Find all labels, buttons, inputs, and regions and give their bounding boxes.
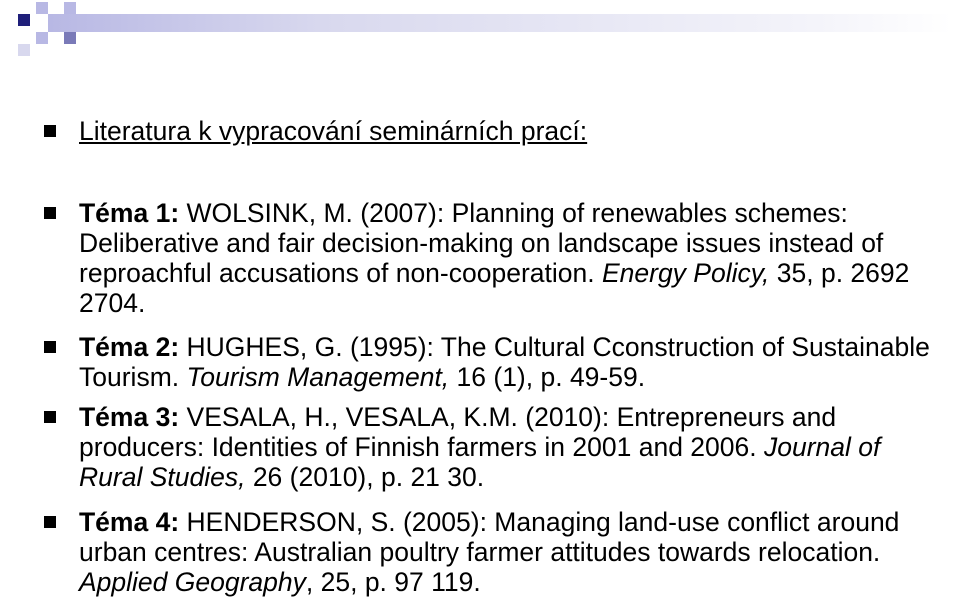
reference-text (79, 198, 949, 318)
citation-tail: 35, p. 2692 2704. (79, 258, 910, 318)
journal-name: Energy Policy, (601, 258, 770, 288)
citation: VESALA, H., VESALA, K.M. (2010): Entrepreneurs and producers: Identities of Finnish farmers in 2001 and 2006. (79, 402, 837, 462)
bullet-square-icon (44, 207, 56, 219)
page-title: Literatura k vypracování seminárních prací: (79, 116, 588, 146)
header-gradient-bar (48, 14, 952, 32)
deco-square-light (36, 32, 48, 44)
citation-tail: 26 (2010), p. 21 30. (245, 462, 485, 492)
bullet-square-icon (44, 125, 56, 137)
deco-square-faint (18, 44, 30, 56)
journal-name: Journal of Rural Studies, (79, 432, 881, 492)
reference-text (79, 402, 949, 492)
citation: HUGHES, G. (1995): The Cultural Cconstruction of Sustainable Tourism. (79, 332, 930, 392)
deco-square-dark (18, 14, 30, 26)
reference-text (79, 332, 949, 392)
bullet-square-icon (44, 341, 56, 353)
citation-tail: , 25, p. 97 119. (305, 567, 481, 597)
citation: WOLSINK, M. (2007): Planning of renewables schemes: Deliberative and fair decision-making on landscape issues instead of reproachful accusations of non-cooperation. (79, 198, 884, 288)
reference-text (79, 507, 949, 597)
journal-name: Applied Geography (79, 567, 306, 597)
bullet-square-icon (44, 411, 56, 423)
deco-square-light (36, 2, 48, 14)
deco-square-mid (64, 32, 76, 44)
topic-label: Téma 2: (79, 332, 180, 362)
citation-tail: 16 (1), p. 49-59. (449, 362, 646, 392)
topic-label: Téma 1: (79, 198, 180, 228)
topic-label: Téma 4: (79, 507, 180, 537)
journal-name: Tourism Management, (186, 362, 450, 392)
deco-square-light (64, 2, 76, 14)
topic-label: Téma 3: (79, 402, 180, 432)
citation: HENDERSON, S. (2005): Managing land-use conflict around urban centres: Australian poultry farmer attitudes towards relocation. (79, 507, 900, 567)
bullet-square-icon (44, 516, 56, 528)
